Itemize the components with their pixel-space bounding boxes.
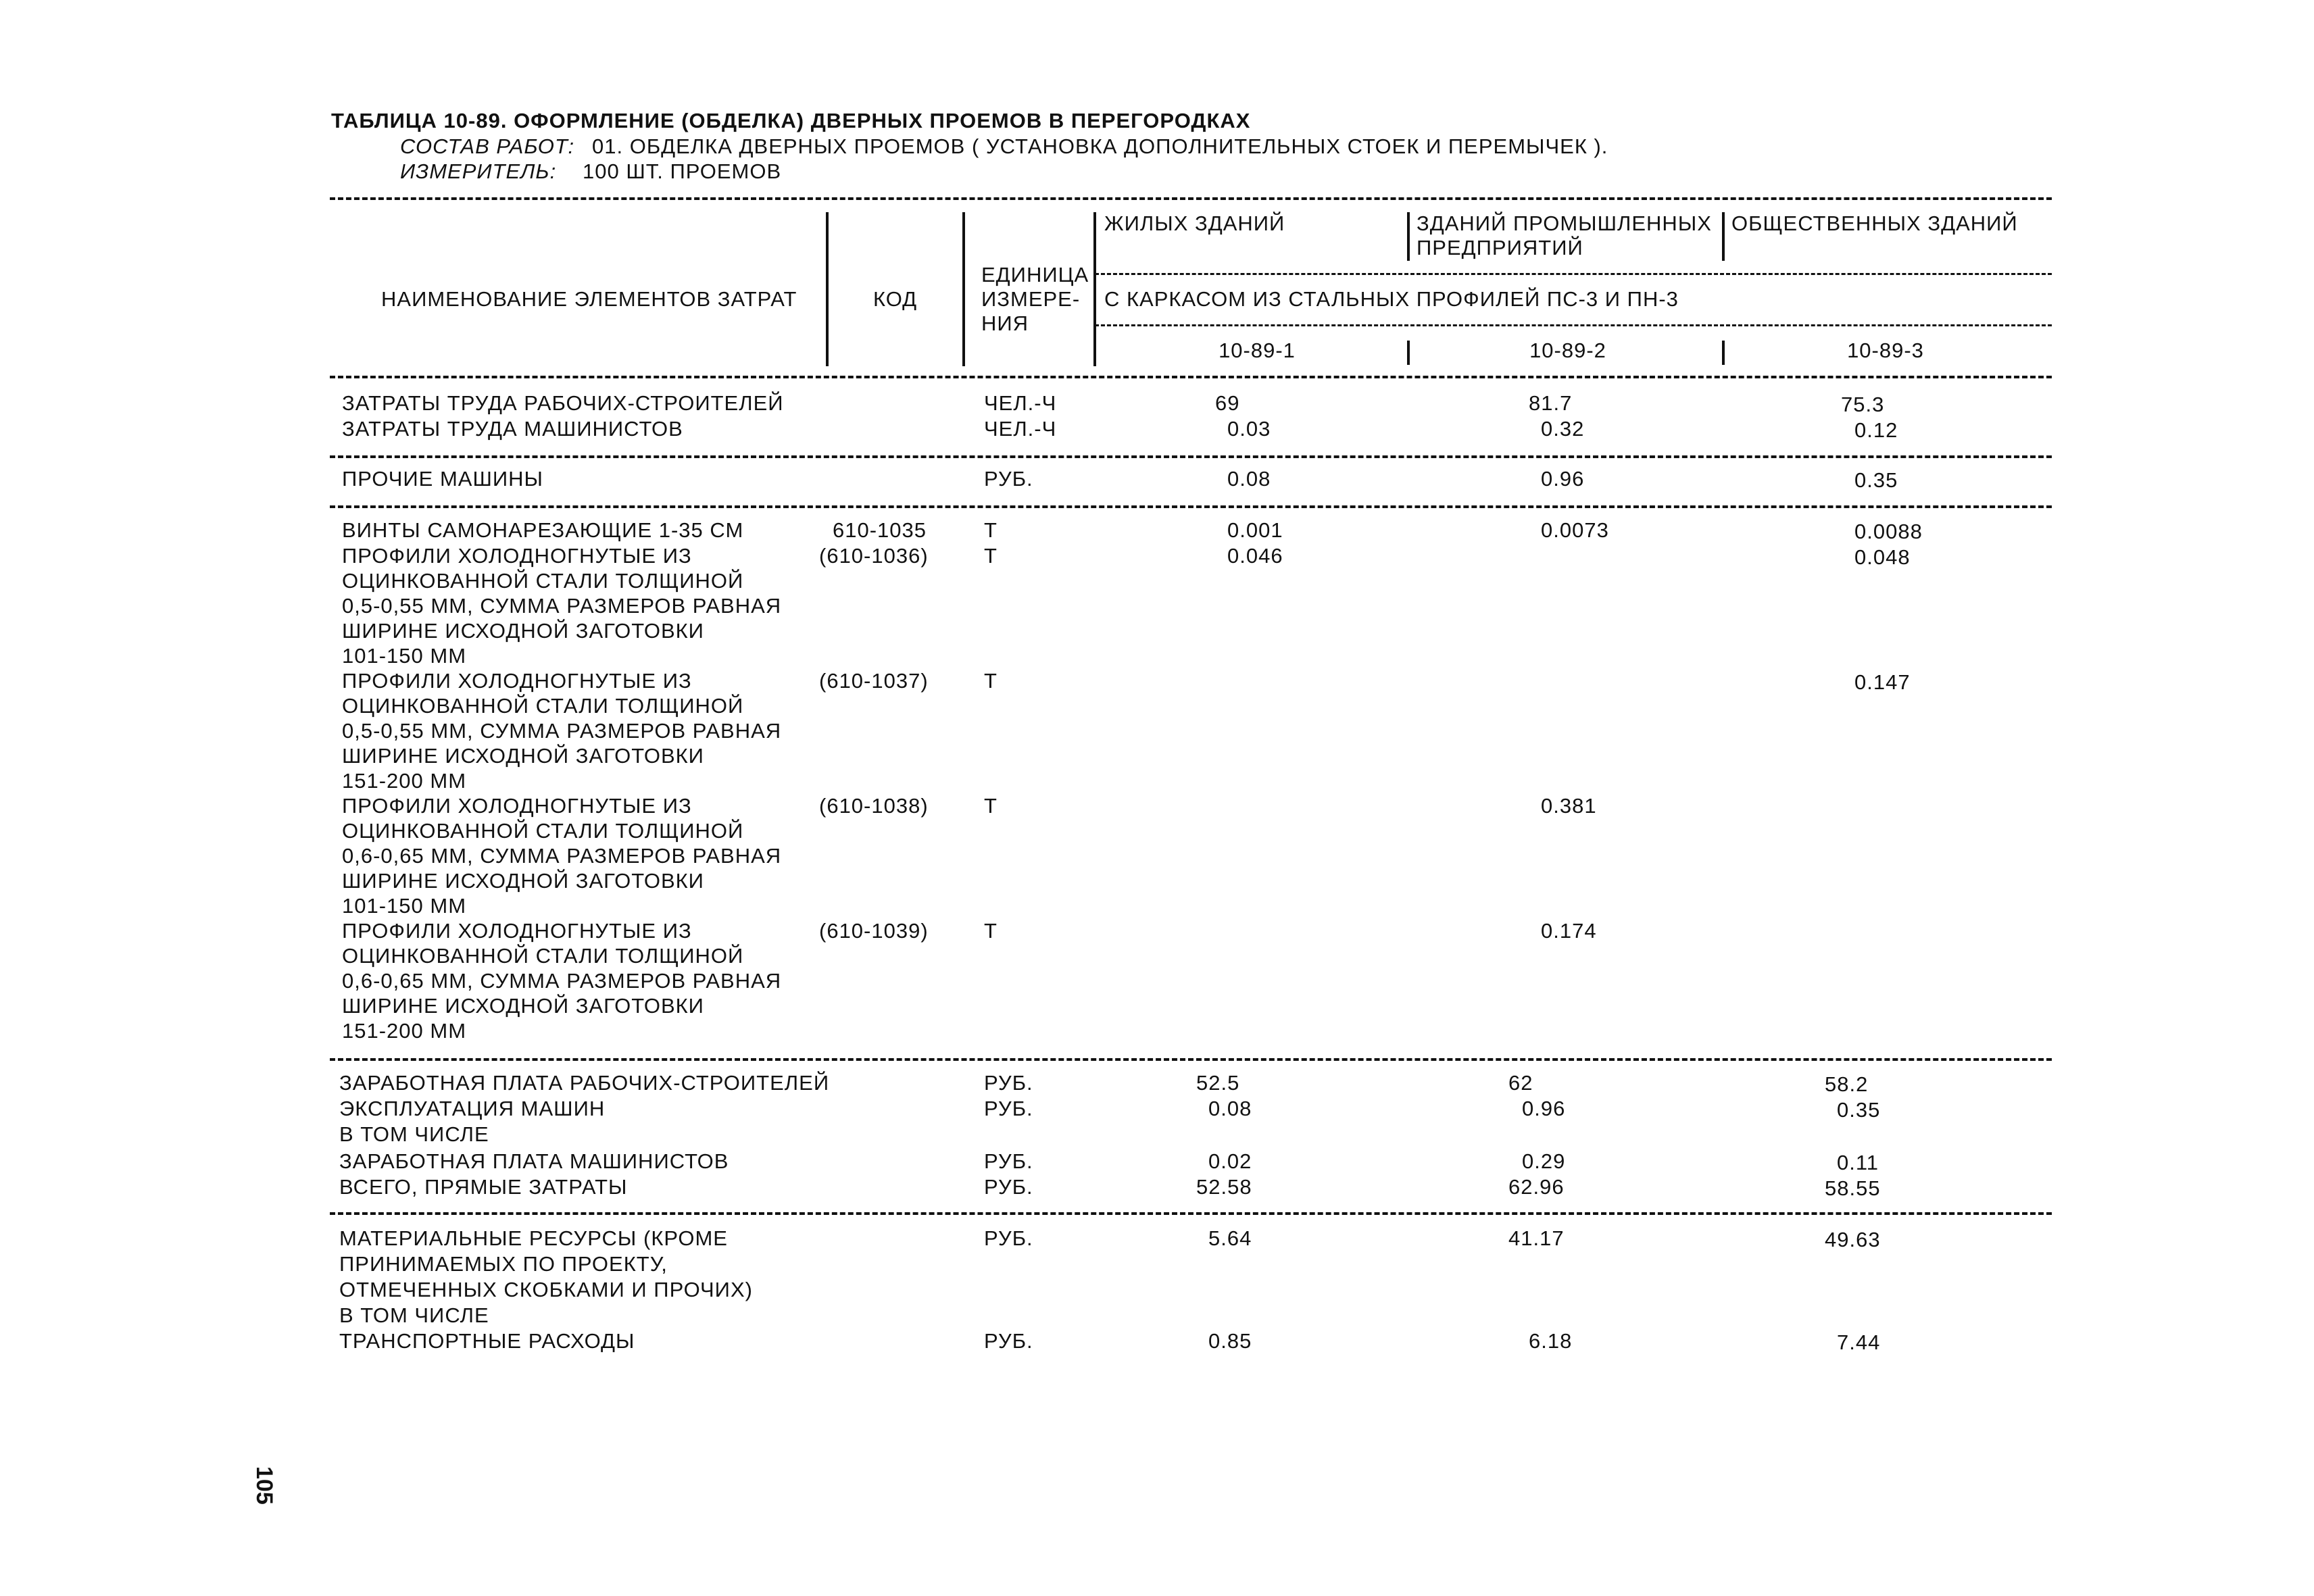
row-name-line: 0,6-0,65 ММ, СУММА РАЗМЕРОВ РАВНАЯ: [342, 969, 782, 993]
row-name-line: В ТОМ ЧИСЛЕ: [339, 1303, 489, 1327]
row-name: ТРАНСПОРТНЫЕ РАСХОДЫ: [339, 1329, 635, 1353]
row-value-3: 0.35: [1854, 468, 1898, 492]
row-unit: РУБ.: [984, 1175, 1033, 1199]
composition-label: СОСТАВ РАБОТ:: [400, 134, 575, 158]
row-name-line: ОЦИНКОВАННОЙ СТАЛИ ТОЛЩИНОЙ: [342, 944, 744, 968]
row-name-line: 151-200 ММ: [342, 1019, 467, 1043]
row-value-2: 0.96: [1522, 1097, 1566, 1120]
row-name: ЗАРАБОТНАЯ ПЛАТА РАБОЧИХ-СТРОИТЕЛЕЙ: [339, 1071, 830, 1095]
row-code: (610-1039): [819, 919, 929, 943]
row-code: 610-1035: [833, 518, 927, 542]
rule-header-mid: [1095, 273, 2052, 275]
rule-section-2: [330, 505, 2052, 508]
col-name-header: НАИМЕНОВАНИЕ ЭЛЕМЕНТОВ ЗАТРАТ: [381, 287, 797, 311]
row-name-line: 101-150 ММ: [342, 894, 467, 918]
col-unit-header-3: НИЯ: [981, 311, 1029, 335]
row-unit: Т: [984, 544, 998, 568]
row-value-1: 0.03: [1227, 417, 1271, 441]
row-unit: Т: [984, 669, 998, 693]
row-value-3: 7.44: [1837, 1330, 1881, 1354]
row-value-1: 0.08: [1208, 1097, 1252, 1120]
rule-section-4: [330, 1212, 2052, 1215]
row-value-3: 0.35: [1837, 1098, 1881, 1122]
row-value-2: 41.17: [1508, 1226, 1565, 1250]
row-value-3: 0.147: [1854, 670, 1911, 694]
rule-section-1: [330, 455, 2052, 458]
row-name: ВСЕГО, ПРЯМЫЕ ЗАТРАТЫ: [339, 1175, 628, 1199]
row-unit: ЧЕЛ.-Ч: [984, 417, 1057, 441]
group-industrial-1: ЗДАНИЙ ПРОМЫШЛЕННЫХ: [1417, 211, 1712, 235]
row-unit: РУБ.: [984, 1149, 1033, 1173]
rule-header-bottom: [330, 376, 2052, 378]
row-value-2: 0.174: [1541, 919, 1597, 943]
row-name-line: ПРОФИЛИ ХОЛОДНОГНУТЫЕ ИЗ: [342, 669, 692, 693]
frame-subheader: С КАРКАСОМ ИЗ СТАЛЬНЫХ ПРОФИЛЕЙ ПС-3 И ПН-3: [1104, 287, 1679, 311]
row-unit: Т: [984, 518, 998, 542]
row-name: ВИНТЫ САМОНАРЕЗАЮЩИЕ 1-35 СМ: [342, 518, 744, 542]
row-name-line: МАТЕРИАЛЬНЫЕ РЕСУРСЫ (КРОМЕ: [339, 1226, 728, 1250]
row-name-line: ОЦИНКОВАННОЙ СТАЛИ ТОЛЩИНОЙ: [342, 694, 744, 718]
row-value-3: 0.11: [1837, 1151, 1879, 1174]
row-value-2: 0.96: [1541, 467, 1585, 491]
row-value-3: 0.0088: [1854, 520, 1923, 543]
row-value-3: 49.63: [1825, 1228, 1881, 1251]
row-value-1: 69: [1215, 391, 1240, 415]
col-unit-header-1: ЕДИНИЦА: [981, 263, 1089, 286]
row-code: (610-1037): [819, 669, 929, 693]
row-name-line: ШИРИНЕ ИСХОДНОЙ ЗАГОТОВКИ: [342, 619, 704, 643]
row-value-2: 0.29: [1522, 1149, 1566, 1173]
meter-label: ИЗМЕРИТЕЛЬ:: [400, 159, 557, 183]
row-name: ЗАТРАТЫ ТРУДА РАБОЧИХ-СТРОИТЕЛЕЙ: [342, 391, 784, 415]
row-value-1: 0.08: [1227, 467, 1271, 491]
row-value-2: 6.18: [1529, 1329, 1573, 1353]
col-unit-header-2: ИЗМЕРЕ-: [981, 287, 1081, 311]
row-code: (610-1038): [819, 794, 929, 818]
table-title: ТАБЛИЦА 10-89. ОФОРМЛЕНИЕ (ОБДЕЛКА) ДВЕРНЫХ ПРОЕМОВ В ПЕРЕГОРОДКАХ: [331, 109, 1251, 132]
row-name: В ТОМ ЧИСЛЕ: [339, 1122, 489, 1146]
col-code-header: КОД: [873, 287, 918, 311]
row-value-2: 0.381: [1541, 794, 1597, 818]
row-name-line: ШИРИНЕ ИСХОДНОЙ ЗАГОТОВКИ: [342, 869, 704, 893]
row-unit: РУБ.: [984, 1071, 1033, 1095]
row-unit: РУБ.: [984, 467, 1033, 491]
row-unit: Т: [984, 794, 998, 818]
rule-section-3: [330, 1058, 2052, 1061]
code-10-89-3: 10-89-3: [1847, 339, 1924, 362]
rule-header-low: [1095, 324, 2052, 326]
row-name-line: ШИРИНЕ ИСХОДНОЙ ЗАГОТОВКИ: [342, 744, 704, 768]
row-name-line: ПРОФИЛИ ХОЛОДНОГНУТЫЕ ИЗ: [342, 919, 692, 943]
row-name-line: ПРОФИЛИ ХОЛОДНОГНУТЫЕ ИЗ: [342, 794, 692, 818]
rule-top: [330, 197, 2052, 200]
row-name-line: 0,6-0,65 ММ, СУММА РАЗМЕРОВ РАВНАЯ: [342, 844, 782, 868]
group-public: ОБЩЕСТВЕННЫХ ЗДАНИЙ: [1731, 211, 2018, 235]
row-value-1: 0.046: [1227, 544, 1283, 568]
vsep-group3: [1722, 212, 1725, 261]
row-value-2: 81.7: [1529, 391, 1573, 415]
row-name-line: ПРОФИЛИ ХОЛОДНОГНУТЫЕ ИЗ: [342, 544, 692, 568]
row-value-1: 52.5: [1196, 1071, 1240, 1095]
row-value-3: 75.3: [1841, 393, 1885, 416]
code-10-89-2: 10-89-2: [1529, 339, 1606, 362]
row-name-line: 0,5-0,55 ММ, СУММА РАЗМЕРОВ РАВНАЯ: [342, 719, 782, 743]
row-value-3: 58.2: [1825, 1072, 1869, 1096]
vsep-group2: [1407, 212, 1410, 261]
group-industrial-2: ПРЕДПРИЯТИЙ: [1417, 236, 1583, 259]
vsep-code: [826, 212, 829, 366]
row-value-1: 0.02: [1208, 1149, 1252, 1173]
row-name: ЗАТРАТЫ ТРУДА МАШИНИСТОВ: [342, 417, 683, 441]
row-name-line: ПРИНИМАЕМЫХ ПО ПРОЕКТУ,: [339, 1252, 668, 1276]
vsep-unit: [962, 212, 965, 366]
row-name-line: 0,5-0,55 ММ, СУММА РАЗМЕРОВ РАВНАЯ: [342, 594, 782, 618]
row-value-2: 62: [1508, 1071, 1533, 1095]
row-value-2: 62.96: [1508, 1175, 1565, 1199]
vsep-code2: [1407, 341, 1410, 365]
meter-text: 100 ШТ. ПРОЕМОВ: [583, 159, 782, 183]
row-value-1: 52.58: [1196, 1175, 1252, 1199]
row-code: (610-1036): [819, 544, 929, 568]
row-name: ЭКСПЛУАТАЦИЯ МАШИН: [339, 1097, 606, 1120]
vsep-values: [1093, 212, 1096, 366]
row-name-line: 101-150 ММ: [342, 644, 467, 668]
row-name-line: ОЦИНКОВАННОЙ СТАЛИ ТОЛЩИНОЙ: [342, 819, 744, 843]
row-name-line: ОЦИНКОВАННОЙ СТАЛИ ТОЛЩИНОЙ: [342, 569, 744, 593]
group-residential: ЖИЛЫХ ЗДАНИЙ: [1104, 211, 1285, 235]
row-value-2: 0.32: [1541, 417, 1585, 441]
row-value-1: 0.85: [1208, 1329, 1252, 1353]
code-10-89-1: 10-89-1: [1218, 339, 1296, 362]
row-value-3: 58.55: [1825, 1176, 1881, 1200]
row-value-1: 5.64: [1208, 1226, 1252, 1250]
row-value-3: 0.048: [1854, 545, 1911, 569]
composition-text: 01. ОБДЕЛКА ДВЕРНЫХ ПРОЕМОВ ( УСТАНОВКА ДОПОЛНИТЕЛЬНЫХ СТОЕК И ПЕРЕМЫЧЕК ).: [592, 134, 1608, 158]
row-name-line: 151-200 ММ: [342, 769, 467, 793]
row-unit: ЧЕЛ.-Ч: [984, 391, 1057, 415]
row-name-line: ШИРИНЕ ИСХОДНОЙ ЗАГОТОВКИ: [342, 994, 704, 1018]
row-value-1: 0.001: [1227, 518, 1283, 542]
row-name: ПРОЧИЕ МАШИНЫ: [342, 467, 543, 491]
row-unit: РУБ.: [984, 1329, 1033, 1353]
row-value-3: 0.12: [1854, 418, 1898, 442]
row-unit: Т: [984, 919, 998, 943]
row-name: ЗАРАБОТНАЯ ПЛАТА МАШИНИСТОВ: [339, 1149, 729, 1173]
vsep-code3: [1722, 341, 1725, 365]
page-number: 105: [251, 1466, 277, 1505]
row-unit: РУБ.: [984, 1097, 1033, 1120]
row-unit: РУБ.: [984, 1226, 1033, 1250]
row-name-line: ОТМЕЧЕННЫХ СКОБКАМИ И ПРОЧИХ): [339, 1278, 753, 1301]
row-value-2: 0.0073: [1541, 518, 1609, 542]
